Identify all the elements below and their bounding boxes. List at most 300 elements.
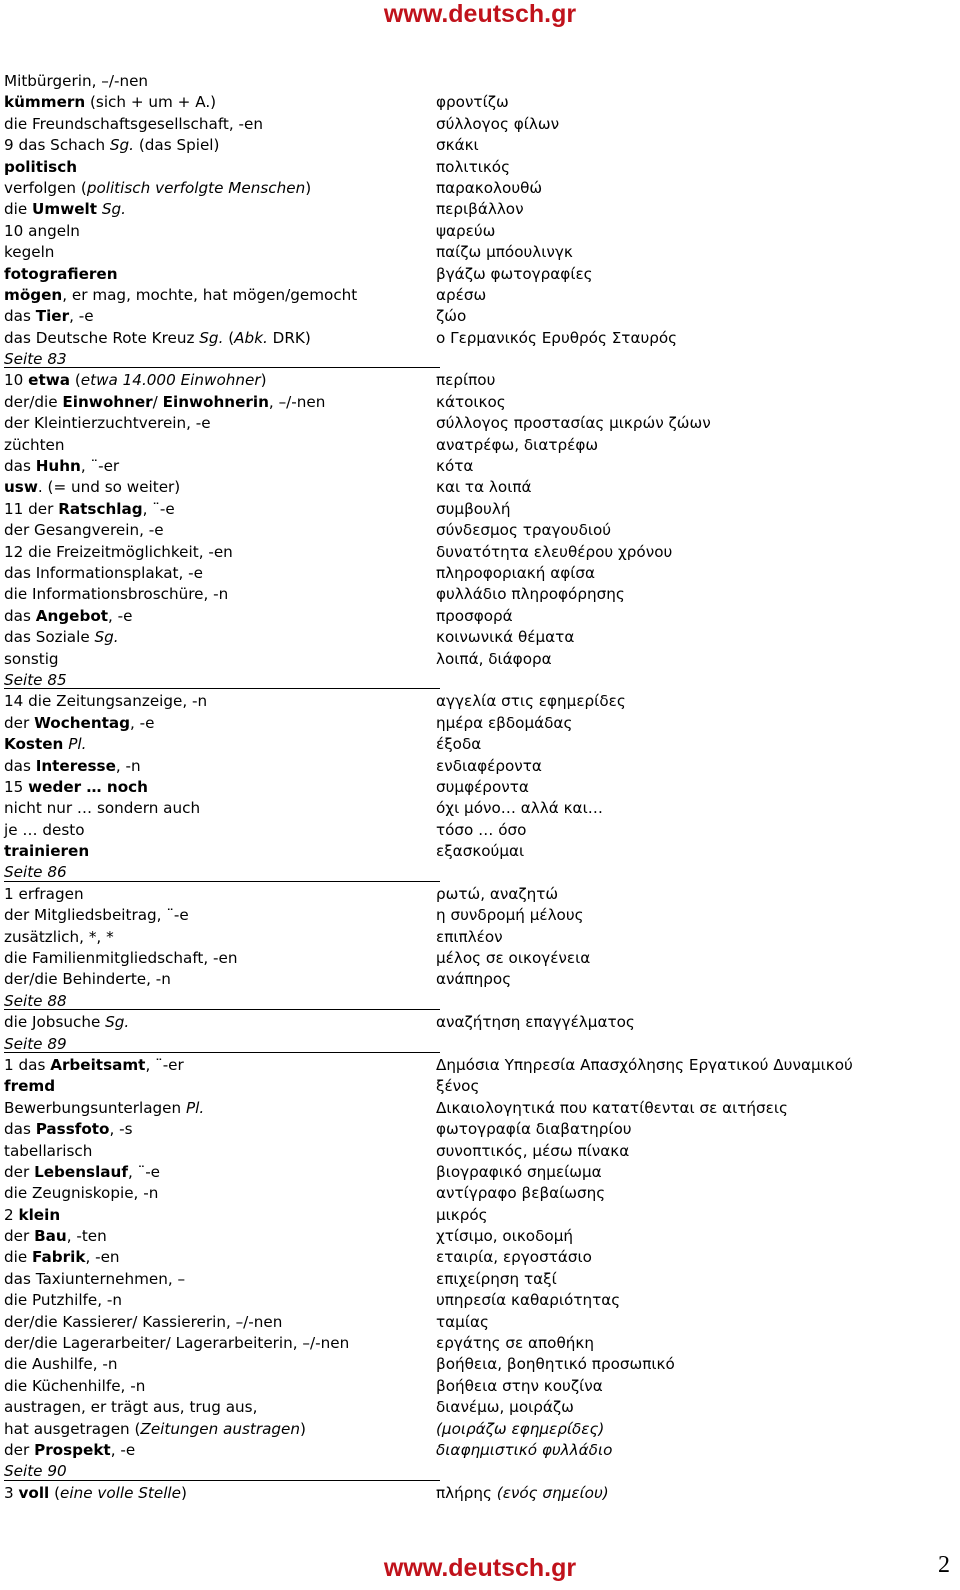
greek-translation xyxy=(436,221,495,242)
vocab-row xyxy=(4,563,934,584)
site-header: www.deutsch.gr xyxy=(383,0,577,28)
vocab-row xyxy=(4,820,934,841)
vocab-row xyxy=(4,92,934,113)
text-segment: politisch verfolgte Menschen xyxy=(86,178,306,197)
german-term xyxy=(4,1269,185,1290)
text-segment: die xyxy=(4,200,33,219)
text-segment: μέλος σε οικογένεια xyxy=(436,949,591,968)
german-term xyxy=(4,306,94,327)
text-segment: eine volle Stelle xyxy=(60,1483,181,1502)
greek-translation xyxy=(436,392,506,413)
text-segment: hat ausgetragen ( xyxy=(4,1419,141,1438)
text-segment: η συνδρομή μέλους xyxy=(436,906,584,925)
greek-translation xyxy=(436,820,526,841)
text-segment: 10 angeln xyxy=(4,221,80,240)
section-label: Seite 83 xyxy=(4,349,67,370)
text-segment: (sich + um + A.) xyxy=(85,93,217,112)
text-segment: χτίσιμο, οικοδομή xyxy=(436,1227,573,1246)
greek-translation xyxy=(436,413,711,434)
greek-translation xyxy=(436,520,611,541)
text-segment: der xyxy=(4,1441,35,1459)
german-term xyxy=(4,841,89,862)
vocab-row xyxy=(4,1141,934,1162)
german-term xyxy=(4,927,114,948)
vocab-row xyxy=(4,1162,934,1183)
text-segment: weder … noch xyxy=(28,777,148,796)
german-term xyxy=(4,178,311,199)
german-term xyxy=(4,520,164,541)
text-segment: Sg. xyxy=(101,200,126,219)
german-term xyxy=(4,1419,306,1440)
vocab-row xyxy=(4,627,934,648)
text-segment: υπηρεσία καθαριότητας xyxy=(436,1291,621,1310)
text-segment: επιπλέον xyxy=(436,927,503,946)
text-segment: Sg. xyxy=(94,628,119,647)
vocab-row xyxy=(4,199,934,220)
text-segment: και τα λοιπά xyxy=(436,478,532,497)
text-segment: kegeln xyxy=(4,243,55,262)
text-segment: der xyxy=(4,1162,35,1181)
text-segment: , -e xyxy=(130,713,155,732)
german-term xyxy=(4,413,211,434)
greek-translation xyxy=(436,627,574,648)
greek-translation xyxy=(436,370,495,391)
greek-translation xyxy=(436,542,672,563)
greek-translation xyxy=(436,199,524,220)
text-segment: Pl. xyxy=(185,1098,205,1117)
text-segment: Prospekt xyxy=(34,1441,111,1459)
text-segment: Einwohnerin xyxy=(162,392,269,411)
greek-translation xyxy=(436,756,542,777)
text-segment: όχι μόνο… αλλά και… xyxy=(436,799,603,818)
german-term xyxy=(4,649,59,670)
text-segment: διανέμω, μοιράζω xyxy=(436,1398,574,1417)
text-segment: βιογραφικό σημείωμα xyxy=(436,1162,602,1181)
vocab-row xyxy=(4,691,934,712)
vocab-row xyxy=(4,1376,934,1397)
text-segment: Bewerbungsunterlagen xyxy=(4,1098,186,1117)
text-segment: Arbeitsamt xyxy=(50,1055,146,1074)
vocab-row xyxy=(4,927,934,948)
text-segment: der Kleintierzuchtverein, -e xyxy=(4,414,211,433)
section-heading xyxy=(4,1461,934,1482)
text-segment: συμβουλή xyxy=(436,499,511,518)
greek-translation xyxy=(436,178,542,199)
german-term xyxy=(4,71,148,92)
text-segment: δυνατότητα ελευθέρου χρόνου xyxy=(436,542,673,561)
section-heading xyxy=(4,862,934,883)
text-segment: kümmern xyxy=(4,93,86,112)
text-segment: das xyxy=(4,1120,36,1139)
greek-translation xyxy=(436,1226,573,1247)
vocab-row xyxy=(4,413,934,434)
text-segment: austragen, er trägt aus, trug aus, xyxy=(4,1398,258,1417)
text-segment: σύλλογος φίλων xyxy=(436,114,560,133)
text-segment: , ¨-e xyxy=(142,499,175,518)
text-segment: ζώο xyxy=(436,307,467,326)
german-term xyxy=(4,1312,282,1333)
text-segment: ( xyxy=(49,1483,61,1502)
greek-translation xyxy=(436,713,572,734)
german-term xyxy=(4,392,325,413)
greek-translation xyxy=(436,1162,602,1183)
text-segment: ξένος xyxy=(436,1077,480,1096)
text-segment: , -ten xyxy=(66,1227,107,1246)
text-segment: , ¨-er xyxy=(145,1055,184,1074)
text-segment: das Taxiunternehmen, – xyxy=(4,1269,186,1288)
german-term xyxy=(4,606,133,627)
german-term xyxy=(4,820,85,841)
german-term xyxy=(4,135,219,156)
vocab-row xyxy=(4,841,934,862)
german-term xyxy=(4,1098,204,1119)
vocab-row xyxy=(4,178,934,199)
text-segment: βοήθεια, βοηθητικό προσωπικό xyxy=(436,1355,675,1374)
text-segment: ) xyxy=(305,178,312,197)
text-segment: ενδιαφέροντα xyxy=(436,756,542,775)
vocab-row xyxy=(4,734,934,755)
german-term xyxy=(4,1333,349,1354)
german-term xyxy=(4,691,207,712)
text-segment: ανατρέφω, διατρέφω xyxy=(436,435,599,454)
text-segment: klein xyxy=(18,1205,61,1224)
text-segment: ( xyxy=(70,371,81,390)
text-segment: die Familienmitgliedschaft, -en xyxy=(4,949,238,968)
german-term xyxy=(4,328,311,349)
text-segment: zusätzlich, *, * xyxy=(4,927,114,946)
german-term xyxy=(4,435,65,456)
text-segment: der/die Kassierer/ Kassiererin, –/-nen xyxy=(4,1312,283,1331)
text-segment: φυλλάδιο πληροφόρησης xyxy=(436,585,625,604)
german-term xyxy=(4,114,263,135)
text-segment: , –/-nen xyxy=(268,392,326,411)
text-segment: ανάπηρος xyxy=(436,970,512,989)
text-segment: die Freundschaftsgesellschaft, -en xyxy=(4,114,263,133)
text-segment: έξοδα xyxy=(436,735,482,754)
german-term xyxy=(4,1226,107,1247)
vocab-row xyxy=(4,264,934,285)
text-segment: 1 erfragen xyxy=(4,884,84,903)
vocab-row xyxy=(4,520,934,541)
german-term xyxy=(4,1440,135,1461)
text-segment: περίπου xyxy=(436,371,496,390)
text-segment: die Aushilfe, -n xyxy=(4,1355,118,1374)
vocab-row xyxy=(4,114,934,135)
text-segment: προσφορά xyxy=(436,606,513,625)
text-segment: , -e xyxy=(69,307,94,326)
text-segment: das xyxy=(4,606,36,625)
text-segment: , -en xyxy=(85,1248,120,1267)
text-segment: politisch xyxy=(4,157,78,176)
vocab-row xyxy=(4,713,934,734)
greek-translation xyxy=(436,157,510,178)
text-segment: φροντίζω xyxy=(436,93,509,112)
text-segment: συνοπτικός, μέσω πίνακα xyxy=(436,1141,630,1160)
greek-translation xyxy=(436,135,479,156)
text-segment: . (= und so weiter) xyxy=(37,478,181,497)
german-term xyxy=(4,1076,55,1097)
vocab-row xyxy=(4,649,934,670)
text-segment: εργάτης σε αποθήκη xyxy=(436,1334,594,1353)
german-term xyxy=(4,1290,122,1311)
text-segment: , ¨-er xyxy=(80,457,120,476)
vocab-row xyxy=(4,1183,934,1204)
greek-translation xyxy=(436,905,584,926)
vocab-row xyxy=(4,242,934,263)
text-segment: , -e xyxy=(108,606,133,625)
text-segment: DRK) xyxy=(267,328,311,347)
text-segment: züchten xyxy=(4,435,65,454)
text-segment: τόσο … όσο xyxy=(436,820,527,839)
text-segment: Δημόσια Υπηρεσία Απασχόλησης Εργατικού Δυναμικού xyxy=(436,1055,853,1074)
vocab-row xyxy=(4,1269,934,1290)
text-segment: μικρός xyxy=(436,1205,488,1224)
vocab-row xyxy=(4,285,934,306)
text-segment: εξασκούμαι xyxy=(436,842,525,861)
text-segment: mögen xyxy=(4,285,63,304)
text-segment: die Küchenhilfe, -n xyxy=(4,1376,146,1395)
text-segment: (ενός σημείου) xyxy=(496,1483,609,1502)
greek-translation xyxy=(436,1247,592,1268)
german-term xyxy=(4,1141,92,1162)
text-segment: λοιπά, διάφορα xyxy=(436,649,552,668)
text-segment: je … desto xyxy=(4,820,85,839)
vocabulary-list xyxy=(4,71,934,1504)
text-segment: βγάζω φωτογραφίες xyxy=(436,264,593,283)
text-segment: Sg. xyxy=(109,136,135,155)
greek-translation xyxy=(436,264,593,285)
german-term xyxy=(4,1205,60,1226)
vocab-row xyxy=(4,1205,934,1226)
text-segment: das xyxy=(4,756,36,775)
german-term xyxy=(4,905,189,926)
german-term xyxy=(4,370,267,391)
text-segment: παρακολουθώ xyxy=(436,178,543,197)
vocab-row xyxy=(4,1055,934,1076)
text-segment: (μοιράζω εφημερίδες) xyxy=(436,1419,605,1438)
text-segment: das Informationsplakat, -e xyxy=(4,563,203,582)
text-segment: fremd xyxy=(4,1077,56,1096)
site-footer: www.deutsch.gr xyxy=(383,1554,577,1582)
greek-translation xyxy=(436,691,626,712)
vocab-row xyxy=(4,1098,934,1119)
vocab-row xyxy=(4,370,934,391)
greek-translation xyxy=(436,927,503,948)
vocab-row xyxy=(4,1333,934,1354)
text-segment: der xyxy=(4,1227,35,1246)
text-segment: , -n xyxy=(115,756,141,775)
section-heading xyxy=(4,1034,934,1055)
german-term xyxy=(4,948,237,969)
german-term xyxy=(4,713,155,734)
text-segment: 14 die Zeitungsanzeige, -n xyxy=(4,692,208,711)
german-term xyxy=(4,969,171,990)
section-heading xyxy=(4,349,934,370)
greek-translation xyxy=(436,884,558,905)
greek-translation xyxy=(436,1312,489,1333)
greek-translation xyxy=(436,114,559,135)
text-segment: 1 das xyxy=(4,1055,51,1074)
german-term xyxy=(4,734,86,755)
text-segment: 12 die Freizeitmöglichkeit, -en xyxy=(4,542,233,561)
text-segment: voll xyxy=(18,1483,50,1502)
text-segment: ψαρεύω xyxy=(436,221,496,240)
german-term xyxy=(4,264,118,285)
german-term xyxy=(4,1247,120,1268)
text-segment: ρωτώ, αναζητώ xyxy=(436,884,559,903)
text-segment: ) xyxy=(181,1483,187,1502)
greek-translation xyxy=(436,563,595,584)
german-term xyxy=(4,884,84,905)
text-segment: Δικαιολογητικά που κατατίθενται σε αιτήσεις xyxy=(436,1098,788,1117)
text-segment: Fabrik xyxy=(32,1248,86,1267)
german-term xyxy=(4,1055,184,1076)
text-segment: Passfoto xyxy=(35,1120,110,1139)
text-segment: Pl. xyxy=(68,735,87,754)
text-segment: 15 xyxy=(4,777,29,796)
greek-translation xyxy=(436,1354,675,1375)
text-segment: die Jobsuche xyxy=(4,1013,106,1032)
vocab-row xyxy=(4,392,934,413)
text-segment: πληροφοριακή αφίσα xyxy=(436,563,596,582)
german-term xyxy=(4,92,216,113)
text-segment: Tier xyxy=(35,307,70,326)
greek-translation xyxy=(436,1098,788,1119)
page-number: 2 xyxy=(938,1552,950,1578)
german-term xyxy=(4,1183,158,1204)
greek-translation xyxy=(436,1012,635,1033)
greek-translation xyxy=(436,306,466,327)
text-segment: (das Spiel) xyxy=(134,136,220,155)
greek-translation xyxy=(436,1483,609,1504)
text-segment: usw xyxy=(4,478,38,497)
greek-translation xyxy=(436,1205,488,1226)
vocab-row xyxy=(4,221,934,242)
greek-translation xyxy=(436,606,513,627)
section-label: Seite 90 xyxy=(4,1461,67,1482)
greek-translation xyxy=(436,1141,629,1162)
text-segment: nicht nur … sondern auch xyxy=(4,799,201,818)
text-segment: Einwohner xyxy=(62,392,153,411)
vocab-row xyxy=(4,1419,934,1440)
vocab-row xyxy=(4,157,934,178)
greek-translation xyxy=(436,1076,479,1097)
text-segment: ο Γερμανικός Ερυθρός Σταυρός xyxy=(436,328,678,347)
german-term xyxy=(4,584,228,605)
vocab-row xyxy=(4,1290,934,1311)
greek-translation xyxy=(436,499,510,520)
text-segment: διαφημιστικό φυλλάδιο xyxy=(436,1441,613,1459)
german-term xyxy=(4,1119,133,1140)
vocab-row xyxy=(4,135,934,156)
greek-translation xyxy=(436,584,625,605)
greek-translation xyxy=(436,456,473,477)
text-segment: Interesse xyxy=(35,756,116,775)
greek-translation xyxy=(436,841,524,862)
vocab-row xyxy=(4,777,934,798)
vocab-row xyxy=(4,435,934,456)
text-segment: der/die Lagerarbeiter/ Lagerarbeiterin, –/-nen xyxy=(4,1334,350,1353)
greek-translation xyxy=(436,649,552,670)
text-segment: 10 xyxy=(4,371,29,390)
text-segment: κότα xyxy=(436,457,474,476)
german-term xyxy=(4,199,126,220)
text-segment: , -s xyxy=(109,1120,133,1139)
text-segment: πλήρης xyxy=(436,1483,497,1502)
german-term xyxy=(4,499,175,520)
vocab-row xyxy=(4,1312,934,1333)
text-segment: , -e xyxy=(110,1441,136,1459)
text-segment: σύνδεσμος τραγουδιού xyxy=(436,521,612,540)
greek-translation xyxy=(436,435,598,456)
text-segment: Wochentag xyxy=(34,713,131,732)
text-segment: περιβάλλον xyxy=(436,200,524,219)
greek-translation xyxy=(436,1290,620,1311)
text-segment: Ratschlag xyxy=(58,499,143,518)
vocab-row xyxy=(4,456,934,477)
text-segment: der/die xyxy=(4,392,63,411)
german-term xyxy=(4,756,141,777)
vocab-row xyxy=(4,1076,934,1097)
vocab-row xyxy=(4,798,934,819)
text-segment: Umwelt xyxy=(32,200,98,219)
vocab-row xyxy=(4,969,934,990)
greek-translation xyxy=(436,285,486,306)
section-heading xyxy=(4,670,934,691)
text-segment: die Informationsbroschüre, -n xyxy=(4,585,229,604)
vocab-row xyxy=(4,1440,934,1461)
text-segment: ταμίας xyxy=(436,1312,489,1331)
text-segment: Angebot xyxy=(35,606,109,625)
text-segment: ημέρα εβδομάδας xyxy=(436,713,573,732)
vocab-row xyxy=(4,1483,934,1504)
german-term xyxy=(4,542,233,563)
vocab-row xyxy=(4,884,934,905)
text-segment: αγγελία στις εφημερίδες xyxy=(436,692,626,711)
german-term xyxy=(4,477,180,498)
text-segment: συμφέροντα xyxy=(436,777,529,796)
text-segment: Zeitungen austragen xyxy=(140,1419,300,1438)
vocab-row xyxy=(4,1247,934,1268)
text-segment: , ¨-e xyxy=(127,1162,161,1181)
vocab-row xyxy=(4,948,934,969)
greek-translation xyxy=(436,477,532,498)
vocab-row xyxy=(4,756,934,777)
german-term xyxy=(4,1012,129,1033)
greek-translation xyxy=(436,1269,557,1290)
text-segment: Lebenslauf xyxy=(34,1162,128,1181)
greek-translation xyxy=(436,328,677,349)
german-term xyxy=(4,157,77,178)
text-segment: Sg. xyxy=(105,1013,130,1032)
text-segment: αντίγραφο βεβαίωσης xyxy=(436,1184,606,1203)
vocab-row xyxy=(4,606,934,627)
text-segment: die xyxy=(4,1248,33,1267)
vocab-row xyxy=(4,1354,934,1375)
text-segment: σύλλογος προστασίας μικρών ζώων xyxy=(436,414,711,433)
text-segment: 11 der xyxy=(4,499,59,518)
text-segment: επιχείρηση ταξί xyxy=(436,1269,557,1288)
section-label: Seite 89 xyxy=(4,1034,67,1055)
text-segment: κάτοικος xyxy=(436,392,506,411)
text-segment: αναζήτηση επαγγέλματος xyxy=(436,1013,635,1032)
section-label: Seite 85 xyxy=(4,670,67,691)
vocab-row xyxy=(4,1012,934,1033)
section-heading xyxy=(4,991,934,1012)
vocab-row xyxy=(4,1397,934,1418)
text-segment: , er mag, mochte, hat mögen/gemocht xyxy=(62,285,358,304)
text-segment: Abk. xyxy=(234,328,268,347)
